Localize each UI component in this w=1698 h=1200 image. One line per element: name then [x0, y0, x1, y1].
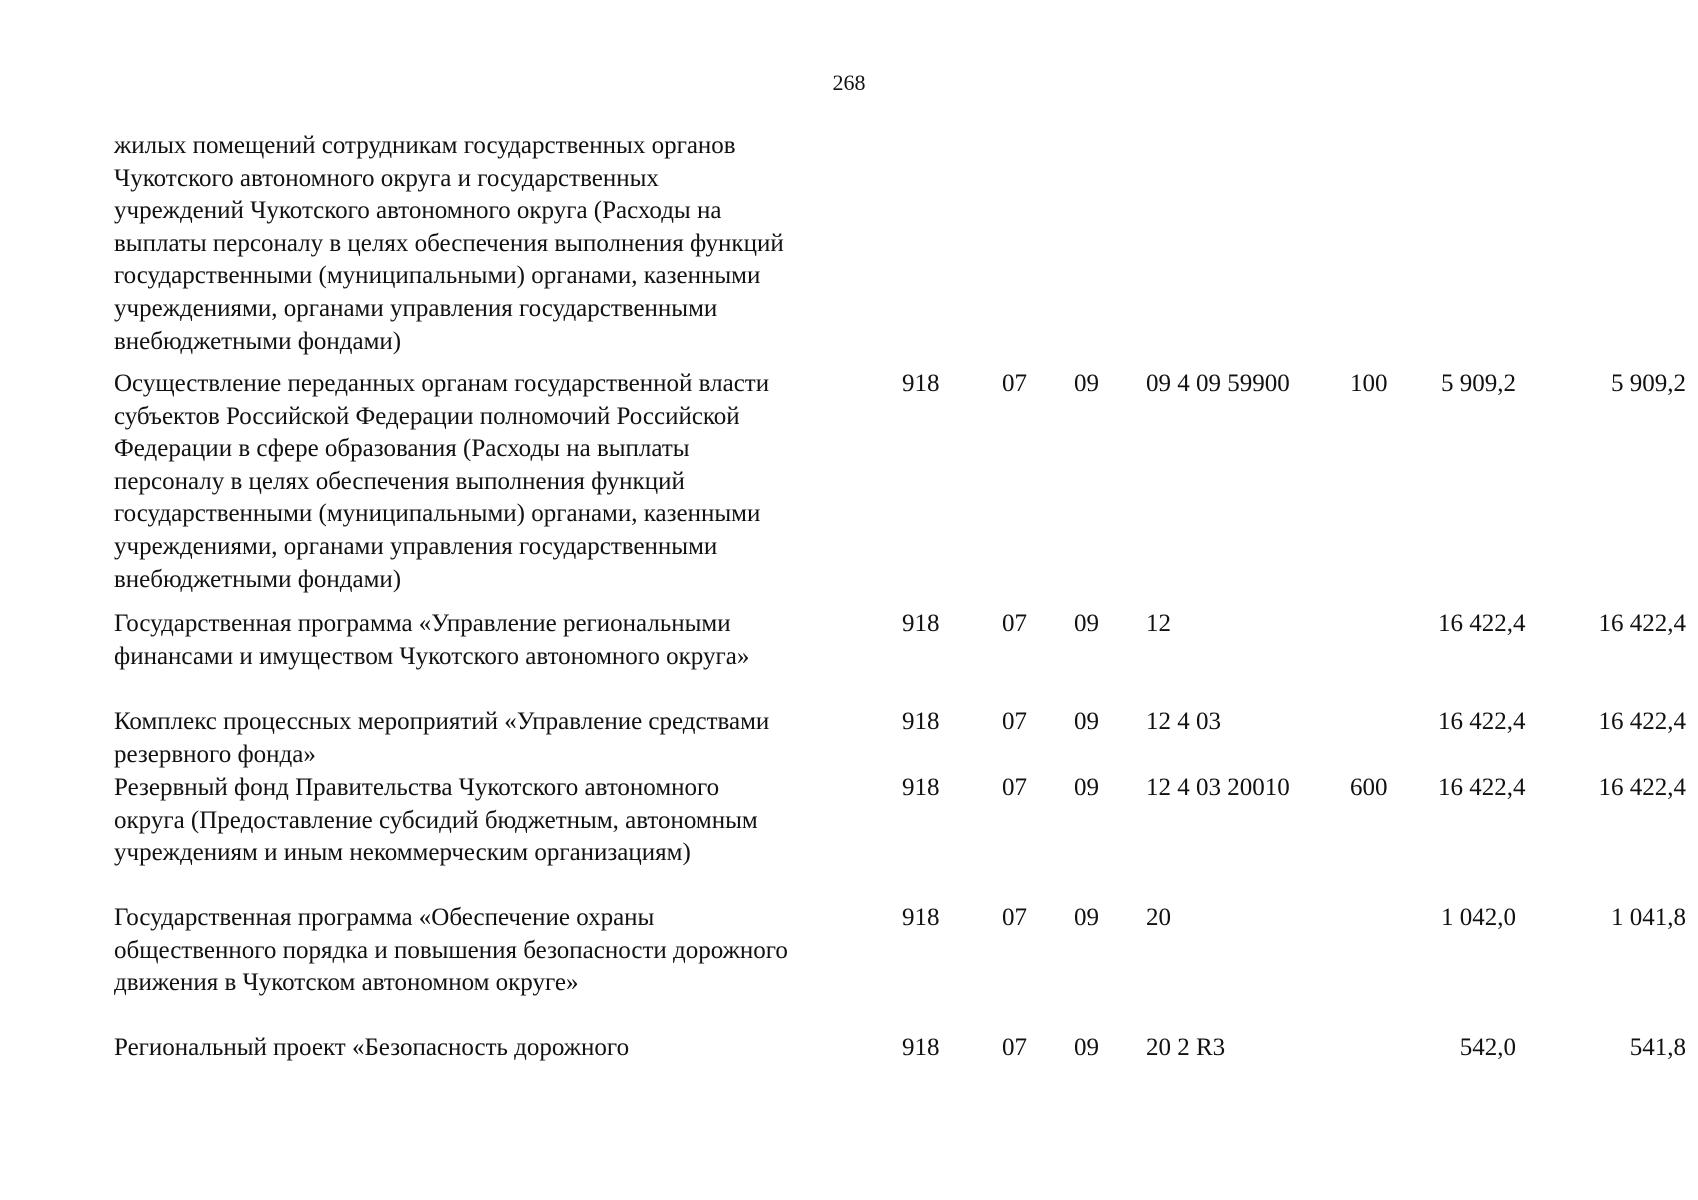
row-name-cell: Государственная программа «Управление региональными финансами и имуществом Чукотского автономного округа» — [114, 610, 750, 670]
amount-1-cell: 5 909,2 — [1441, 370, 1516, 397]
subsection-code-cell: 09 — [1074, 904, 1099, 931]
row-name-cell: Государственная программа «Обеспечение охраны общественного порядка и повышения безопасности дорожного движения в Чукотском автономном округе» — [114, 904, 788, 997]
target-code-cell: 20 — [1146, 904, 1171, 931]
subsection-code-cell: 09 — [1074, 774, 1099, 801]
admin-code-cell — [902, 130, 1002, 368]
table-row — [114, 902, 1686, 1032]
target-code-cell: 12 4 03 20010 — [1146, 774, 1290, 801]
expense-type-cell — [1350, 1032, 1438, 1066]
target-code-cell: 12 4 03 — [1146, 708, 1221, 735]
admin-code-cell: 918 — [902, 370, 940, 397]
table-row — [114, 130, 1686, 368]
amount-2-cell: 541,8 — [1629, 1034, 1686, 1061]
section-code-cell: 07 — [1002, 708, 1027, 735]
admin-code-cell: 918 — [902, 708, 940, 735]
row-name-cell: жилых помещений сотрудникам государственных органов Чукотского автономного округа и государственных учреждений Чукотского автономного округа (Расходы на выплаты персоналу в целях обеспечения выполнения функций государственными (муниципальными) органами, казенными учреждениями, органами управления государственными внебюджетными фондами) — [114, 132, 784, 355]
expense-type-cell — [1350, 902, 1438, 1032]
row-name-cell: Региональный проект «Безопасность дорожного — [114, 1034, 630, 1061]
table-row — [114, 1032, 1686, 1066]
expense-type-cell: 100 — [1350, 370, 1388, 397]
amount-1-cell — [1438, 130, 1516, 368]
amount-1-cell: 1 042,0 — [1441, 904, 1516, 931]
subsection-code-cell: 09 — [1074, 370, 1099, 397]
section-code-cell: 07 — [1002, 774, 1027, 801]
row-name-cell: Комплекс процессных мероприятий «Управление средствами резервного фонда» — [114, 708, 770, 768]
amount-1-cell: 542,0 — [1459, 1034, 1516, 1061]
amount-1-cell: 16 422,4 — [1438, 774, 1526, 801]
target-code-cell — [1146, 130, 1350, 368]
subsection-code-cell: 09 — [1074, 708, 1099, 735]
row-name-cell: Осуществление переданных органам государственной власти субъектов Российской Федерации полномочий Российской Федерации в сфере образования (Расходы на выплаты персоналу в целях обеспечения выполнения функций государственными (муниципальными) органами, казенными учреждениями, органами управления государственными внебюджетными фондами) — [114, 370, 770, 593]
section-code-cell: 07 — [1002, 610, 1027, 637]
amount-2-cell: 16 422,4 — [1598, 708, 1686, 735]
row-name-cell: Резервный фонд Правительства Чукотского автономного округа (Предоставление субсидий бюджетным, автономным учреждениям и иным некоммерческим организациям) — [114, 774, 758, 867]
table-row — [114, 706, 1686, 772]
page-number: 268 — [832, 70, 866, 95]
admin-code-cell: 918 — [902, 904, 940, 931]
amount-2-cell: 1 041,8 — [1611, 904, 1686, 931]
subsection-code-cell: 09 — [1074, 1034, 1099, 1061]
expense-type-cell: 600 — [1350, 774, 1388, 801]
amount-2-cell — [1516, 130, 1686, 368]
amount-2-cell: 16 422,4 — [1598, 774, 1686, 801]
expense-type-cell — [1350, 130, 1438, 368]
admin-code-cell: 918 — [902, 1034, 940, 1061]
table-row — [114, 368, 1686, 608]
table-row — [114, 772, 1686, 902]
amount-2-cell: 5 909,2 — [1611, 370, 1686, 397]
section-code-cell: 07 — [1002, 904, 1027, 931]
section-code-cell — [1002, 130, 1074, 368]
section-code-cell: 07 — [1002, 370, 1027, 397]
subsection-code-cell — [1074, 130, 1146, 368]
budget-table — [114, 130, 1686, 1066]
admin-code-cell: 918 — [902, 610, 940, 637]
amount-2-cell: 16 422,4 — [1598, 610, 1686, 637]
target-code-cell: 12 — [1146, 610, 1171, 637]
table-row — [114, 608, 1686, 706]
subsection-code-cell: 09 — [1074, 610, 1099, 637]
expense-type-cell — [1350, 608, 1438, 706]
amount-1-cell: 16 422,4 — [1438, 708, 1526, 735]
section-code-cell: 07 — [1002, 1034, 1027, 1061]
target-code-cell: 20 2 R3 — [1146, 1034, 1226, 1061]
target-code-cell: 09 4 09 59900 — [1146, 370, 1290, 397]
admin-code-cell: 918 — [902, 774, 940, 801]
expense-type-cell — [1350, 706, 1438, 772]
amount-1-cell: 16 422,4 — [1438, 610, 1526, 637]
